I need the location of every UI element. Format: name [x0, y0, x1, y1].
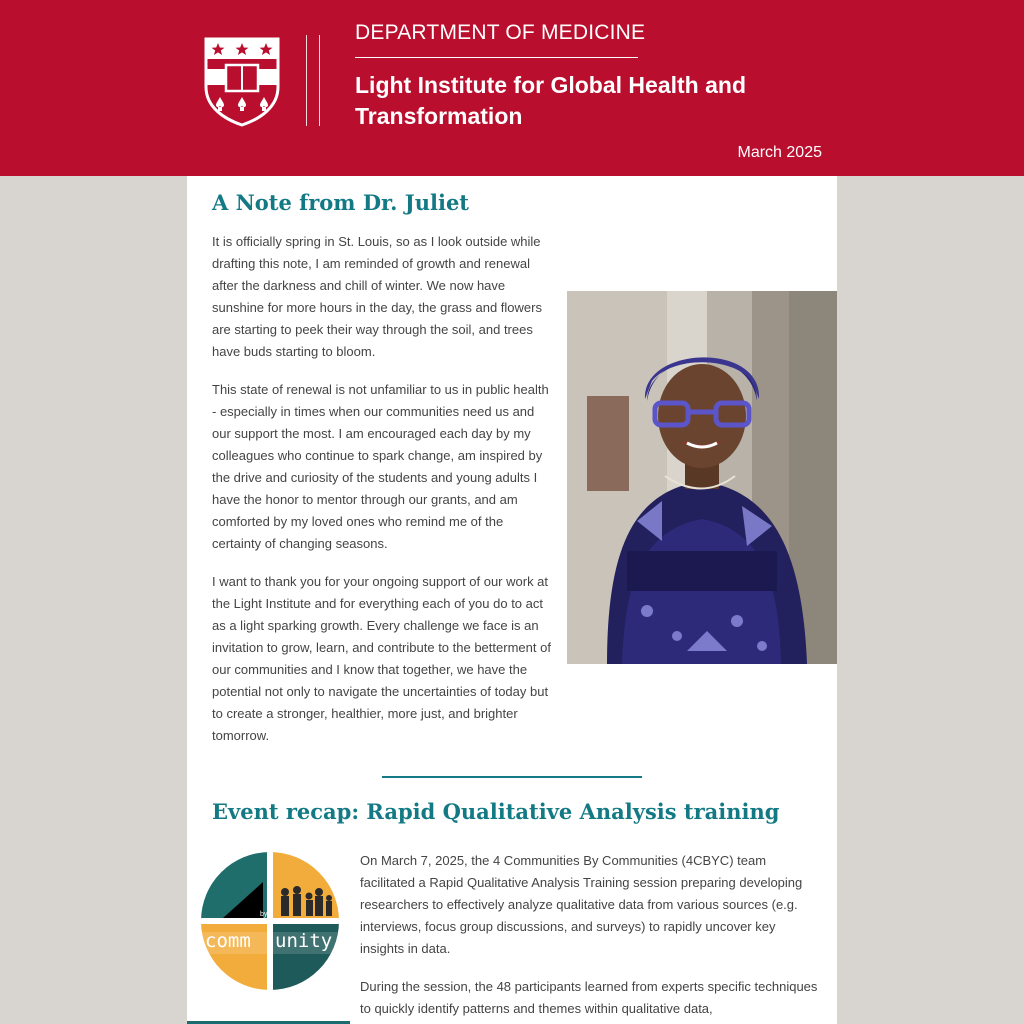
- university-crest-icon: [202, 35, 282, 127]
- newsletter-date: March 2025: [737, 144, 822, 161]
- logo-by-text: by: [260, 911, 268, 918]
- note-paragraph: This state of renewal is not unfamiliar to us in public health - especially in times when our communities need us and our support the most. I am encouraged each day by my colleagues who continue to spark change, am inspired by the drive and curiosity of the students and young adults I have the honor to mentor through our grants, and am comforted by my loved ones who remind me of the certainty of changing seasons.: [212, 382, 549, 551]
- note-heading: A Note from Dr. Juliet: [212, 190, 470, 215]
- newsletter-body: [187, 176, 837, 1024]
- note-paragraph: I want to thank you for your ongoing support of our work at the Light Institute and for everything each of you do to act as a light sparking growth. Every challenge we face is an invitation to grow, learn, and contribute to the betterment of our communities and I know that together, we have the potential not only to navigate the uncertainties of today but to create a stronger, healthier, more just, and brighter tomorrow.: [212, 574, 551, 743]
- event-paragraph: During the session, the 48 participants learned from experts specific techniques to quickly identify patterns and themes within qualitative data,: [360, 979, 818, 1016]
- header-divider-line: [306, 35, 307, 126]
- newsletter-header: [0, 0, 1024, 176]
- portrait-photo: [567, 291, 837, 664]
- community-logo-icon: [201, 852, 339, 990]
- logo-text-left: comm: [205, 930, 251, 952]
- department-underline: [355, 57, 638, 58]
- note-paragraph: It is officially spring in St. Louis, so as I look outside while drafting this note, I am reminded of growth and renewal after the darkness and chill of winter. We now have sunshine for more hours in the day, the grass and flowers are starting to peek their way through the soil, and trees have buds starting to bloom.: [212, 234, 542, 359]
- section-divider: [382, 776, 642, 778]
- header-divider-line: [319, 35, 320, 126]
- institute-name: Light Institute for Global Health and Transformation: [355, 72, 746, 129]
- event-paragraph: On March 7, 2025, the 4 Communities By Communities (4CBYC) team facilitated a Rapid Qualitative Analysis Training session preparing developing researchers to effectively analyze qualitative data from various sources (e.g. interviews, focus group discussions, and surveys) to rapidly uncover key insights in data.: [360, 853, 803, 956]
- event-heading: Event recap: Rapid Qualitative Analysis training: [212, 799, 780, 824]
- logo-text-right: unity: [275, 930, 333, 952]
- department-name: DEPARTMENT OF MEDICINE: [355, 21, 646, 44]
